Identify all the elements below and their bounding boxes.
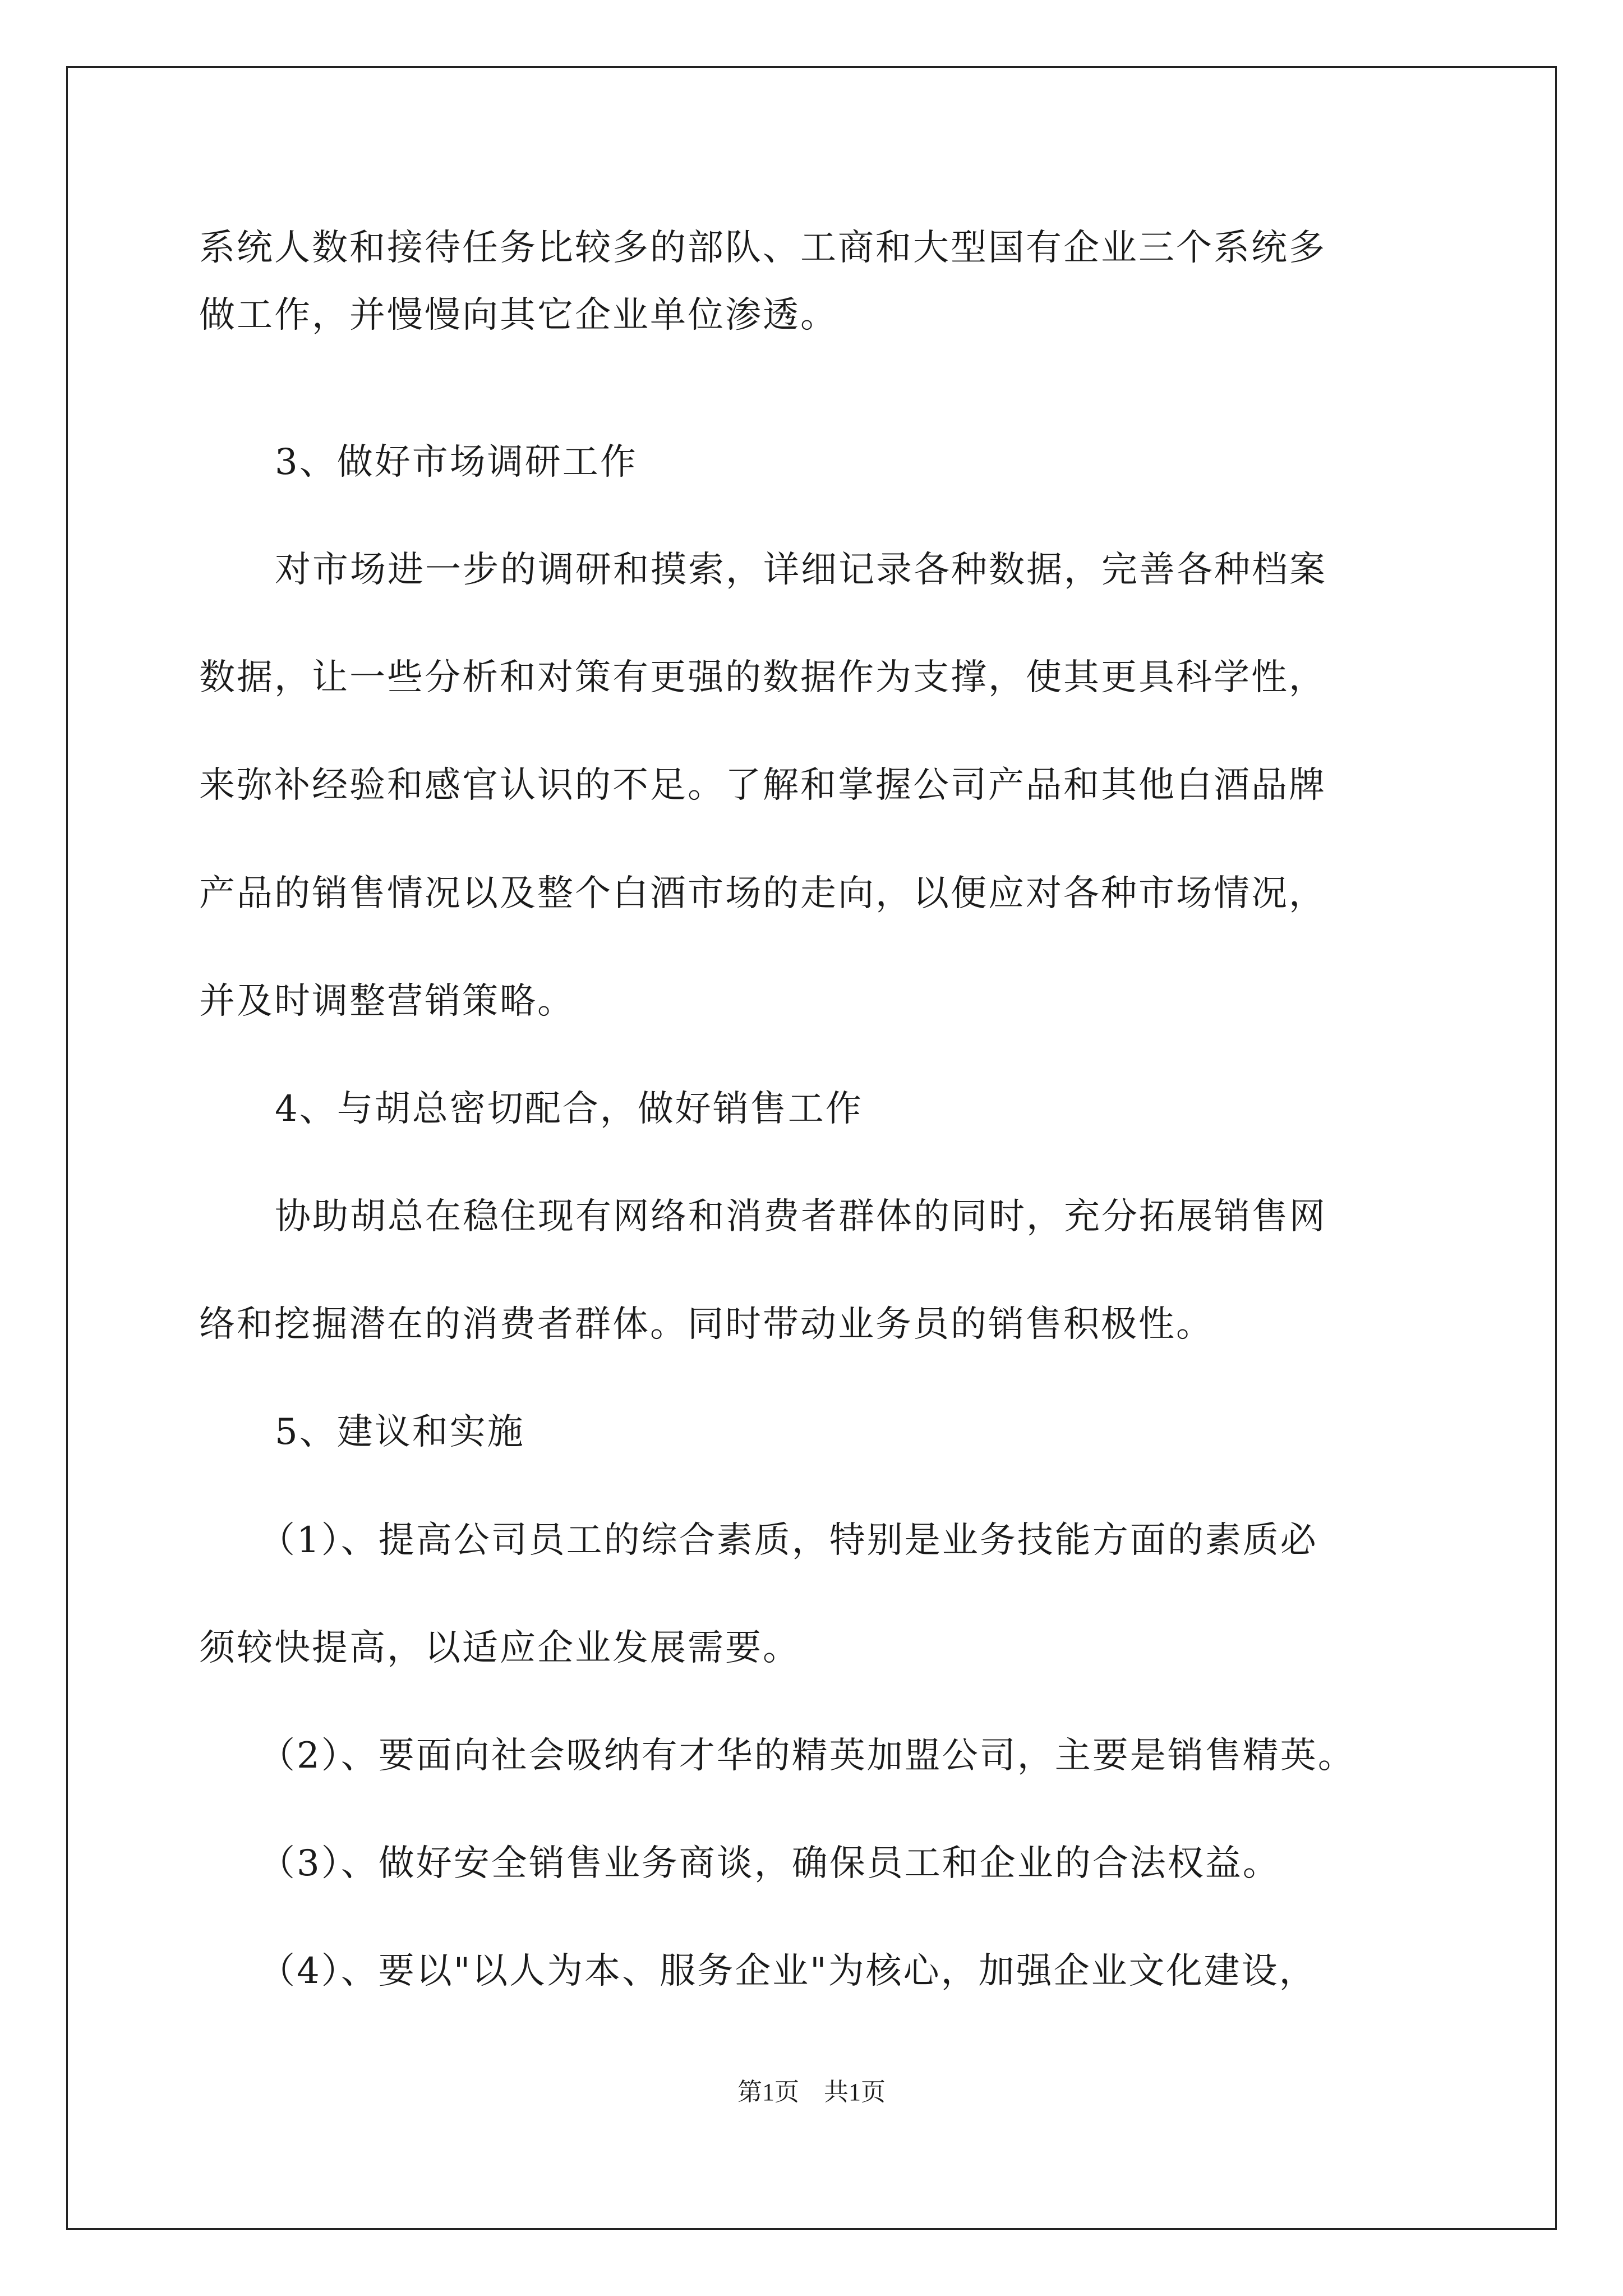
list-item-2: （2）、要面向社会吸纳有才华的精英加盟公司，主要是销售精英。 — [259, 1735, 1355, 1777]
body-line-7: 产品的销售情况以及整个白酒市场的走向，以便应对各种市场情况， — [199, 873, 1326, 914]
list-item-4: （4）、要以"以人为本、服务企业"为核心，加强企业文化建设， — [259, 1950, 1317, 1992]
body-line-11: 络和挖掘潜在的消费者群体。同时带动业务员的销售积极性。 — [199, 1304, 1214, 1345]
page-footer — [0, 2080, 1623, 2105]
body-line-8: 并及时调整营销策略。 — [199, 981, 575, 1022]
body-line-1: 系统人数和接待任务比较多的部队、工商和大型国有企业三个系统多 — [199, 227, 1326, 269]
section-heading-4: 4、与胡总密切配合，做好销售工作 — [275, 1088, 863, 1130]
body-line-4: 对市场进一步的调研和摸索，详细记录各种数据，完善各种档案 — [275, 549, 1327, 591]
page-number: 第1页 共1页 — [737, 2078, 886, 2106]
body-line-5: 数据，让一些分析和对策有更强的数据作为支撑，使其更具科学性， — [199, 657, 1326, 698]
body-line-10: 协助胡总在稳住现有网络和消费者群体的同时，充分拓展销售网 — [275, 1196, 1327, 1237]
list-item-1: （1）、提高公司员工的综合素质，特别是业务技能方面的素质必 — [259, 1520, 1318, 1561]
body-line-2: 做工作，并慢慢向其它企业单位渗透。 — [199, 295, 838, 336]
section-heading-5: 5、建议和实施 — [275, 1411, 525, 1453]
list-item-1-continued: 须较快提高，以适应企业发展需要。 — [199, 1627, 800, 1669]
list-item-3: （3）、做好安全销售业务商谈，确保员工和企业的合法权益。 — [259, 1843, 1280, 1884]
body-line-6: 来弥补经验和感官认识的不足。了解和掌握公司产品和其他白酒品牌 — [199, 765, 1326, 806]
section-heading-3: 3、做好市场调研工作 — [275, 441, 638, 483]
page-border — [66, 66, 1557, 2230]
